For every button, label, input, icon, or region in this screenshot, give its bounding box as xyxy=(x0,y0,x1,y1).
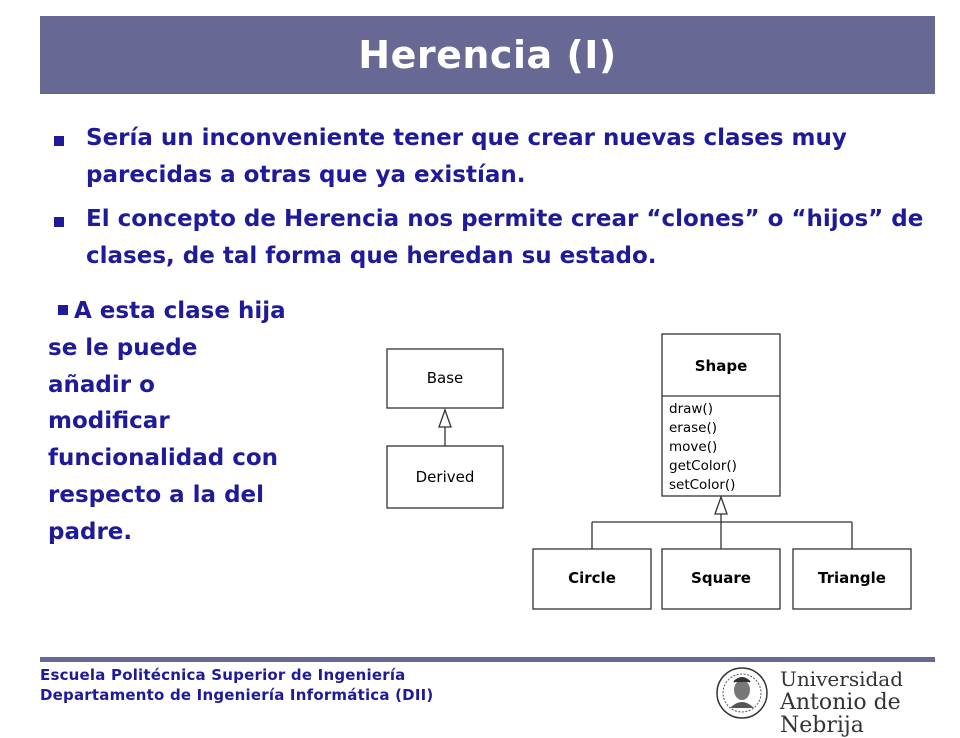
derived-class-label: Derived xyxy=(415,468,475,486)
seal-icon xyxy=(712,666,772,720)
logo-line-1: Universidad xyxy=(780,667,904,691)
footer-department: Departamento de Ingeniería Informática (DII) xyxy=(40,686,434,704)
method-label: getColor() xyxy=(669,458,737,474)
method-label: setColor() xyxy=(669,477,736,493)
logo-line-2: Antonio de Nebrija xyxy=(780,690,901,738)
method-label: move() xyxy=(669,439,718,455)
side-line: se le puede xyxy=(48,334,198,361)
side-line: modificar xyxy=(48,408,170,435)
bullet-text-1: Sería un inconveniente tener que crear nuevas clases muy parecidas a otras que ya existían. xyxy=(86,125,847,188)
shape-class-label: Shape xyxy=(694,357,748,375)
base-class-label: Base xyxy=(426,369,464,387)
bullet-square-icon xyxy=(58,305,68,315)
inheritance-arrow-icon xyxy=(715,497,727,514)
side-line: añadir o xyxy=(48,371,155,398)
side-line: padre. xyxy=(48,518,133,545)
title-bar xyxy=(40,16,935,94)
side-line: respecto a la del xyxy=(48,481,265,508)
triangle-class-label: Triangle xyxy=(818,569,886,587)
page-title: Herencia (I) xyxy=(358,33,617,77)
footer-divider xyxy=(40,657,935,662)
side-bullet xyxy=(48,293,348,551)
bullet-square-icon xyxy=(54,136,64,146)
bullet-item-1 xyxy=(86,120,951,194)
uml-diagram-shape xyxy=(525,328,920,618)
bullet-square-icon xyxy=(54,217,64,227)
logo-text xyxy=(780,668,952,737)
square-class-label: Square xyxy=(691,569,751,587)
university-logo xyxy=(712,666,952,738)
uml-diagram-base-derived xyxy=(380,340,510,515)
footer-school: Escuela Politécnica Superior de Ingeniería xyxy=(40,666,406,684)
circle-class-label: Circle xyxy=(568,569,616,587)
method-label: erase() xyxy=(669,420,718,436)
method-label: draw() xyxy=(669,401,713,417)
inheritance-arrow-icon xyxy=(439,410,451,427)
side-line: funcionalidad con xyxy=(48,445,278,472)
bullet-text-2: El concepto de Herencia nos permite crear “clones” o “hijos” de clases, de tal forma que heredan su estado. xyxy=(86,206,924,269)
bullet-item-2 xyxy=(86,201,951,275)
side-line: A esta clase hija xyxy=(74,298,286,324)
